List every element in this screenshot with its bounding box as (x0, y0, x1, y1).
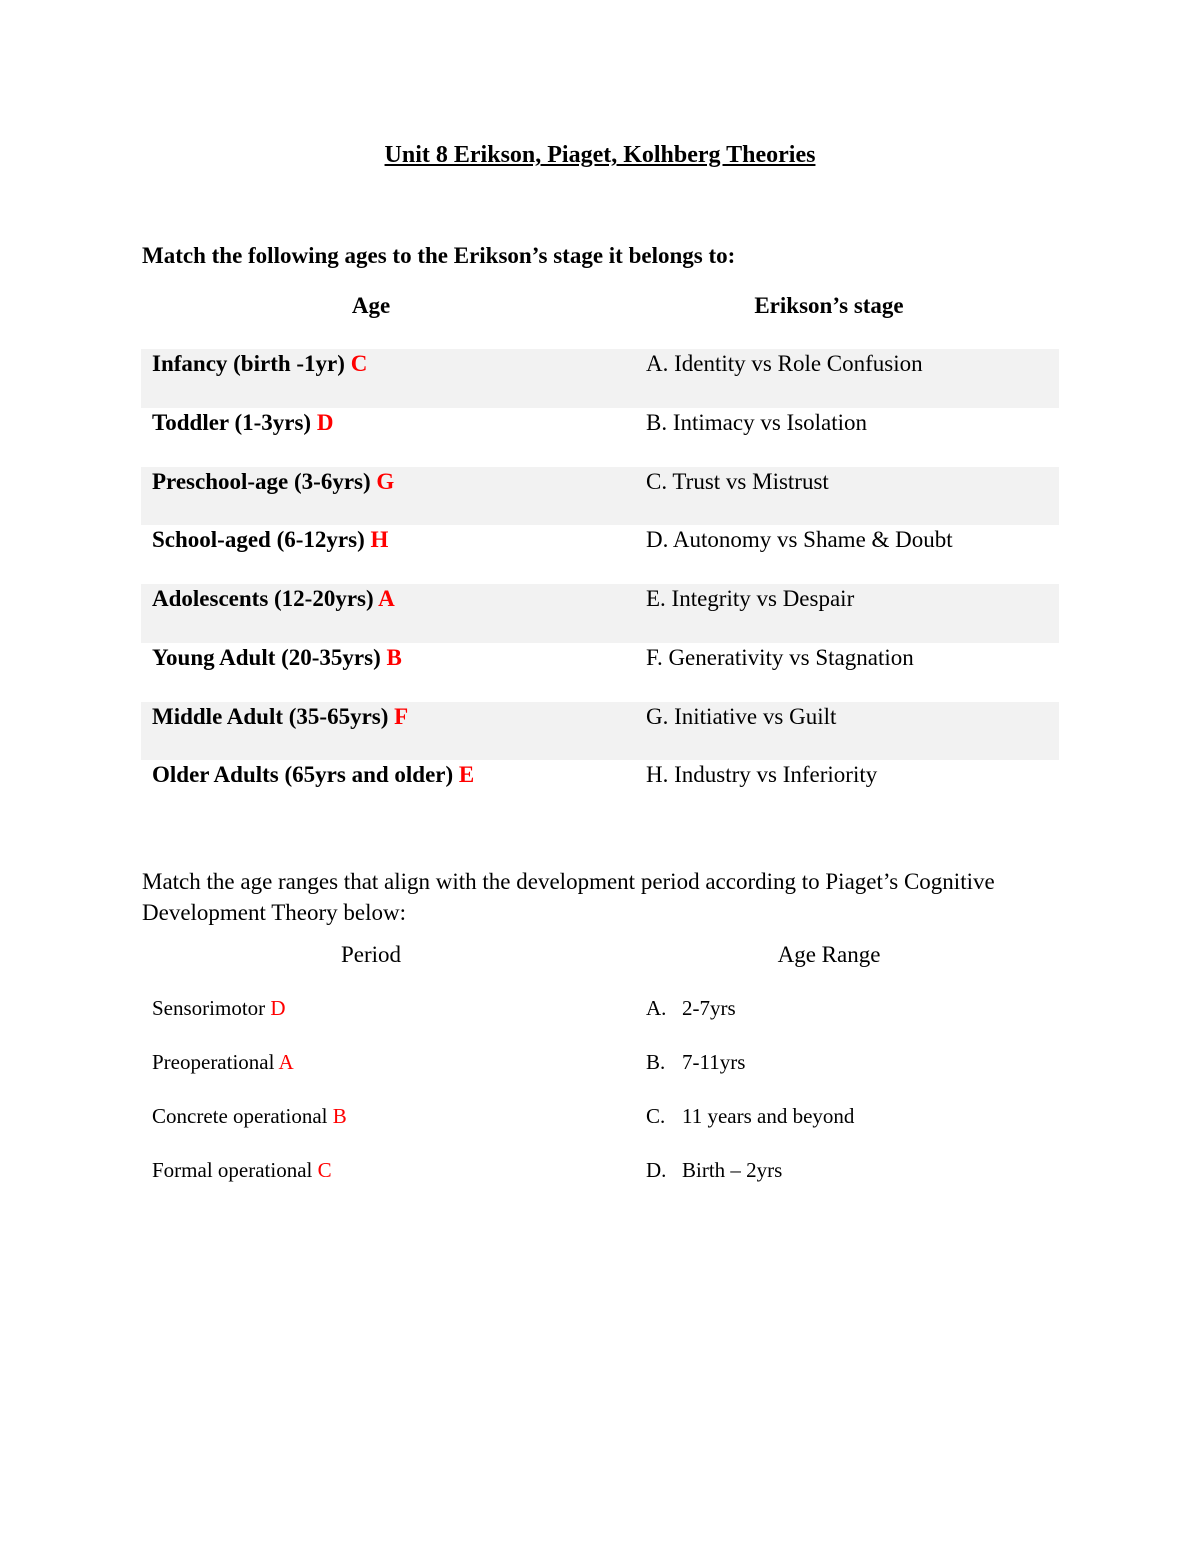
erikson-table (141, 349, 1059, 819)
table-row (141, 1104, 1059, 1158)
age-cell: School-aged (6-12yrs) H (152, 527, 389, 553)
age-cell: Preschool-age (3-6yrs) G (152, 468, 395, 494)
table-row (141, 996, 1059, 1050)
erikson-question: Match the following ages to the Erikson’s stage it belongs to: (142, 243, 736, 268)
piaget-header-range: Age Range (777, 942, 881, 967)
table-row (141, 525, 1059, 584)
period-cell: Preoperational A (152, 1050, 294, 1074)
answer-letter: G (376, 468, 395, 494)
piaget-table (141, 996, 1059, 1212)
table-row (141, 349, 1059, 408)
erikson-header-age: Age (351, 293, 391, 318)
range-cell: 2-7yrs (682, 996, 736, 1020)
answer-letter: A (378, 586, 395, 611)
answer-letter: E (458, 762, 475, 788)
period-cell: Sensorimotor D (152, 996, 286, 1020)
answer-letter: C (350, 351, 368, 376)
answer-letter: D (316, 409, 334, 435)
stage-cell: G. Initiative vs Guilt (646, 703, 837, 729)
piaget-header-period: Period (340, 942, 402, 967)
range-letter: A. (646, 996, 667, 1020)
stage-cell: B. Intimacy vs Isolation (646, 409, 868, 435)
piaget-question: Match the age ranges that align with the development period according to Piaget’s Cognitive Development Theory below: (142, 869, 995, 925)
period-cell: Concrete operational B (152, 1104, 347, 1128)
range-cell: 7-11yrs (682, 1050, 746, 1074)
stage-cell: D. Autonomy vs Shame & Doubt (646, 527, 953, 553)
table-row (141, 467, 1059, 526)
table-row (141, 1158, 1059, 1212)
range-letter: D. (646, 1158, 667, 1182)
period-cell: Formal operational C (152, 1158, 332, 1182)
answer-letter: F (394, 703, 409, 729)
answer-letter: D (270, 996, 286, 1020)
table-row (141, 584, 1059, 643)
table-row (141, 702, 1059, 761)
age-cell: Young Adult (20-35yrs) B (152, 644, 402, 670)
stage-cell: C. Trust vs Mistrust (646, 468, 829, 494)
range-cell: 11 years and beyond (682, 1104, 855, 1128)
table-row (141, 1050, 1059, 1104)
table-row (141, 408, 1059, 467)
answer-letter: A (278, 1050, 294, 1074)
age-cell: Toddler (1-3yrs) D (152, 409, 334, 435)
range-letter: C. (646, 1104, 666, 1128)
stage-cell: E. Integrity vs Despair (646, 586, 855, 611)
stage-cell: A. Identity vs Role Confusion (646, 351, 923, 376)
erikson-header-stage: Erikson’s stage (754, 293, 904, 318)
age-cell: Older Adults (65yrs and older) E (152, 762, 475, 788)
age-cell: Adolescents (12-20yrs) A (152, 586, 395, 611)
range-letter: B. (646, 1050, 666, 1074)
range-cell: Birth – 2yrs (682, 1158, 783, 1182)
stage-cell: F. Generativity vs Stagnation (646, 644, 914, 670)
answer-letter: B (386, 644, 402, 670)
answer-letter: H (370, 527, 389, 553)
age-cell: Infancy (birth -1yr) C (152, 351, 368, 376)
answer-letter: C (317, 1158, 332, 1182)
age-cell: Middle Adult (35-65yrs) F (152, 703, 409, 729)
table-row (141, 760, 1059, 819)
answer-letter: B (332, 1104, 347, 1128)
table-row (141, 643, 1059, 702)
page-title: Unit 8 Erikson, Piaget, Kolhberg Theories (384, 142, 816, 168)
stage-cell: H. Industry vs Inferiority (646, 762, 878, 788)
